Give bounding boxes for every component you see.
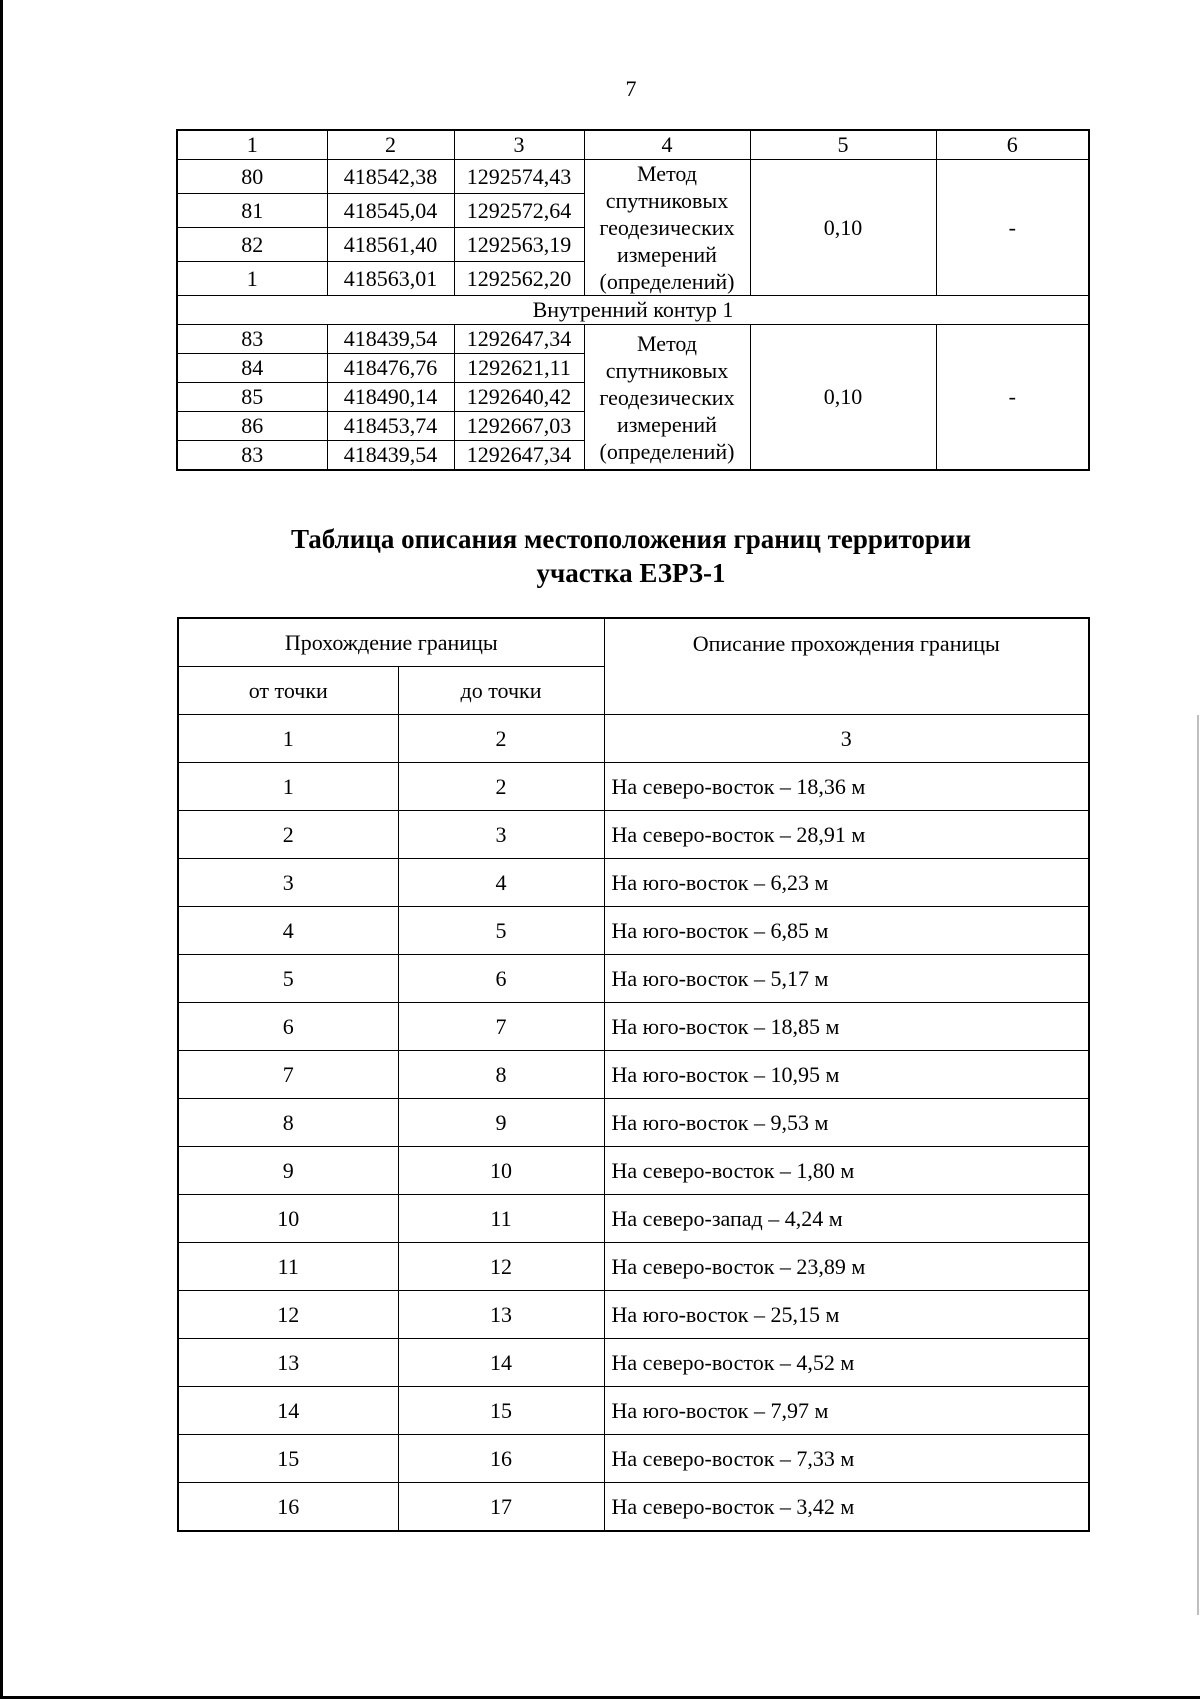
coordinate-x: 418453,74 [327,412,454,441]
border-description: На северо-восток – 23,89 м [604,1243,1089,1291]
coordinate-x: 418439,54 [327,325,454,354]
from-point: 9 [178,1147,398,1195]
from-point: 4 [178,907,398,955]
from-point: 10 [178,1195,398,1243]
method-line: измерений [617,411,717,437]
coordinate-y: 1292621,11 [454,354,584,383]
method-cell [584,160,750,296]
note-value: - [936,160,1089,296]
coordinates-table-body [177,130,1089,470]
table-row [178,1243,1089,1291]
method-line: спутниковых [605,188,729,213]
coordinates-table [176,129,1090,471]
header-to-point: до точки [398,667,604,715]
to-point: 11 [398,1195,604,1243]
to-point: 7 [398,1003,604,1051]
coordinate-x: 418490,14 [327,383,454,412]
column-number: 5 [750,130,936,160]
to-point: 12 [398,1243,604,1291]
border-description: На юго-восток – 25,15 м [604,1291,1089,1339]
page-number: 7 [625,76,637,101]
coordinate-y: 1292647,34 [454,441,584,471]
from-point: 12 [178,1291,398,1339]
coordinate-x: 418542,38 [327,160,454,194]
coordinate-y: 1292574,43 [454,160,584,194]
coordinate-x: 418561,40 [327,228,454,262]
table-row [178,1291,1089,1339]
from-point: 15 [178,1435,398,1483]
to-point: 13 [398,1291,604,1339]
subheading-row [177,296,1089,325]
border-description: На северо-восток – 1,80 м [604,1147,1089,1195]
border-description: На северо-восток – 28,91 м [604,811,1089,859]
border-table-column-numbers [178,715,1089,763]
table-row [178,811,1089,859]
point-number: 82 [177,228,327,262]
column-number: 1 [177,130,327,160]
coordinate-x: 418563,01 [327,262,454,296]
method-line: Метод [637,330,697,356]
to-point: 6 [398,955,604,1003]
border-description: На северо-восток – 7,33 м [604,1435,1089,1483]
point-number: 85 [177,383,327,412]
from-point: 2 [178,811,398,859]
to-point: 14 [398,1339,604,1387]
table-row [178,859,1089,907]
border-description: На юго-восток – 10,95 м [604,1051,1089,1099]
method-line: Метод [637,161,697,186]
method-line: спутниковых [605,357,729,383]
header-passage: Прохождение границы [178,618,604,667]
to-point: 8 [398,1051,604,1099]
border-table-body [178,763,1089,1532]
column-number: 4 [584,130,750,160]
coordinate-row [177,160,1089,194]
coordinate-y: 1292563,19 [454,228,584,262]
column-number: 2 [327,130,454,160]
point-number: 84 [177,354,327,383]
to-point: 9 [398,1099,604,1147]
from-point: 16 [178,1483,398,1532]
coordinate-y: 1292640,42 [454,383,584,412]
method-line: измерений [617,242,717,267]
table-row [178,1099,1089,1147]
table-row [178,1483,1089,1532]
border-description: На юго-восток – 7,97 м [604,1387,1089,1435]
from-point: 8 [178,1099,398,1147]
accuracy-value: 0,10 [750,160,936,296]
point-number: 80 [177,160,327,194]
column-number: 3 [604,715,1089,763]
point-number: 1 [177,262,327,296]
coordinate-row [177,325,1089,354]
to-point: 2 [398,763,604,811]
coordinate-x: 418476,76 [327,354,454,383]
method-line: геодезических [599,384,735,410]
scan-right-edge [1197,715,1199,1615]
from-point: 13 [178,1339,398,1387]
table-title-line-2: участка ЕЗРЗ-1 [536,558,726,588]
border-description: На северо-восток – 4,52 м [604,1339,1089,1387]
from-point: 7 [178,1051,398,1099]
to-point: 4 [398,859,604,907]
from-point: 11 [178,1243,398,1291]
coordinate-x: 418545,04 [327,194,454,228]
table-row [178,1195,1089,1243]
note-value: - [936,325,1089,471]
point-number: 83 [177,325,327,354]
column-number: 1 [178,715,398,763]
table-row [178,1147,1089,1195]
table-row [178,763,1089,811]
table-row [178,1435,1089,1483]
method-cell [584,325,750,471]
inner-contour-heading: Внутренний контур 1 [177,296,1089,325]
from-point: 1 [178,763,398,811]
column-number: 6 [936,130,1089,160]
table-row [178,1387,1089,1435]
to-point: 15 [398,1387,604,1435]
border-description: На юго-восток – 5,17 м [604,955,1089,1003]
column-number: 2 [398,715,604,763]
coordinate-y: 1292562,20 [454,262,584,296]
table-row [178,907,1089,955]
border-description: На юго-восток – 6,85 м [604,907,1089,955]
to-point: 10 [398,1147,604,1195]
point-number: 81 [177,194,327,228]
border-description: На юго-восток – 18,85 м [604,1003,1089,1051]
border-description: На юго-восток – 9,53 м [604,1099,1089,1147]
from-point: 3 [178,859,398,907]
border-description-table [177,617,1090,1532]
border-description: На северо-восток – 18,36 м [604,763,1089,811]
border-table-header-row [178,618,1089,667]
coordinate-x: 418439,54 [327,441,454,471]
border-description: На юго-восток – 6,23 м [604,859,1089,907]
coordinate-y: 1292572,64 [454,194,584,228]
from-point: 6 [178,1003,398,1051]
from-point: 5 [178,955,398,1003]
coordinate-y: 1292647,34 [454,325,584,354]
to-point: 5 [398,907,604,955]
border-description: На северо-восток – 3,42 м [604,1483,1089,1532]
table-row [178,1051,1089,1099]
border-description: На северо-запад – 4,24 м [604,1195,1089,1243]
table-row [178,1339,1089,1387]
header-description: Описание прохождения границы [604,618,1089,715]
table-row [178,955,1089,1003]
scan-left-edge [0,0,3,1699]
column-number: 3 [454,130,584,160]
method-line: (определений) [599,269,735,294]
table-row [178,1003,1089,1051]
to-point: 16 [398,1435,604,1483]
method-line: геодезических [599,215,735,240]
from-point: 14 [178,1387,398,1435]
header-from-point: от точки [178,667,398,715]
coordinate-y: 1292667,03 [454,412,584,441]
point-number: 83 [177,441,327,471]
table-title-line-1: Таблица описания местоположения границ территории [290,524,972,554]
method-line: (определений) [599,438,735,464]
accuracy-value: 0,10 [750,325,936,471]
to-point: 17 [398,1483,604,1532]
to-point: 3 [398,811,604,859]
coordinates-header-row [177,130,1089,160]
point-number: 86 [177,412,327,441]
